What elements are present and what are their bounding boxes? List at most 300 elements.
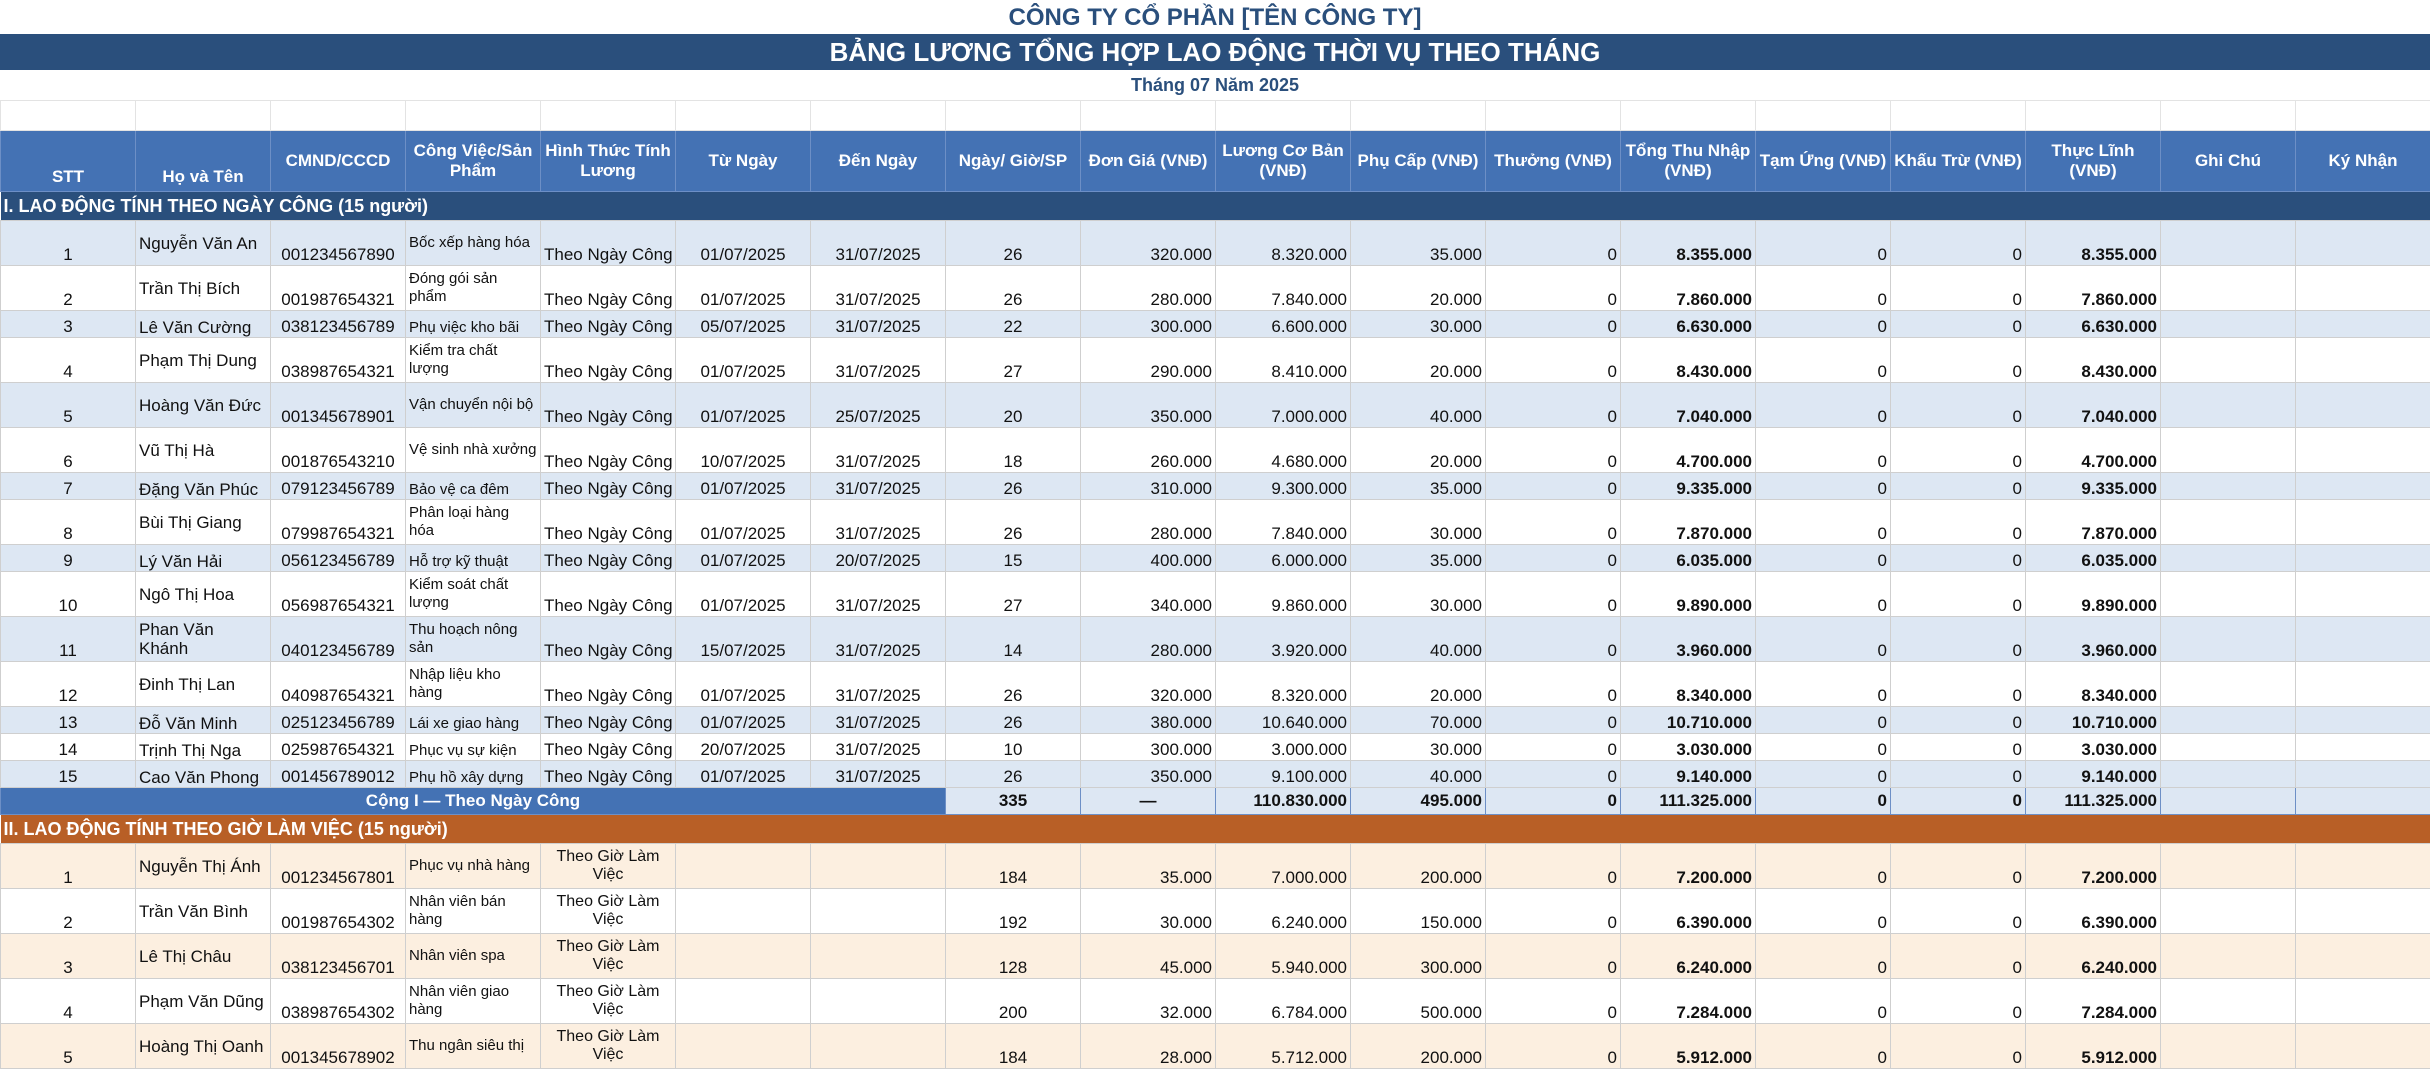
cell-from xyxy=(676,1024,811,1069)
cell-net: 8.340.000 xyxy=(2026,662,2161,707)
cell-sign xyxy=(2296,473,2430,500)
cell-name: Cao Văn Phong xyxy=(136,761,271,788)
cell-from xyxy=(676,979,811,1024)
cell-bonus: 0 xyxy=(1486,572,1621,617)
total-days: 335 xyxy=(946,788,1081,815)
cell-stt: 15 xyxy=(1,761,136,788)
cell-unit: 260.000 xyxy=(1081,428,1216,473)
cell-net: 5.912.000 xyxy=(2026,1024,2161,1069)
cell-bonus: 0 xyxy=(1486,221,1621,266)
cell-allow: 35.000 xyxy=(1351,221,1486,266)
cell-qty: 184 xyxy=(946,844,1081,889)
cell-from: 01/07/2025 xyxy=(676,662,811,707)
cell-name: Bùi Thị Giang xyxy=(136,500,271,545)
cell-note xyxy=(2161,761,2296,788)
cell-job: Bảo vệ ca đêm xyxy=(406,473,541,500)
cell-advance: 0 xyxy=(1756,500,1891,545)
cell-bonus: 0 xyxy=(1486,934,1621,979)
cell-sign xyxy=(2296,617,2430,662)
cell-note xyxy=(2161,889,2296,934)
cell-advance: 0 xyxy=(1756,617,1891,662)
cell-allow: 30.000 xyxy=(1351,311,1486,338)
cell-method: Theo Ngày Công xyxy=(541,383,676,428)
cell-deduct: 0 xyxy=(1891,545,2026,572)
cell-gross: 9.335.000 xyxy=(1621,473,1756,500)
section-1-title: I. LAO ĐỘNG TÍNH THEO NGÀY CÔNG (15 người) xyxy=(1,192,2430,221)
cell-base: 6.240.000 xyxy=(1216,889,1351,934)
cell-qty: 20 xyxy=(946,383,1081,428)
cell-base: 9.100.000 xyxy=(1216,761,1351,788)
cell-job: Nhân viên giao hàng xyxy=(406,979,541,1024)
cell-unit: 32.000 xyxy=(1081,979,1216,1024)
cell-deduct: 0 xyxy=(1891,221,2026,266)
total-note xyxy=(2161,788,2296,815)
table-row xyxy=(1,662,2430,707)
cell-note xyxy=(2161,473,2296,500)
payroll-body xyxy=(1,101,2430,1069)
cell-advance: 0 xyxy=(1756,311,1891,338)
cell-base: 9.300.000 xyxy=(1216,473,1351,500)
cell-name: Trần Văn Bình xyxy=(136,889,271,934)
cell-name: Trần Thị Bích xyxy=(136,266,271,311)
cell-name: Nguyễn Văn An xyxy=(136,221,271,266)
cell-job: Nhập liệu kho hàng xyxy=(406,662,541,707)
cell-deduct: 0 xyxy=(1891,473,2026,500)
cell-to: 31/07/2025 xyxy=(811,266,946,311)
cell-from: 01/07/2025 xyxy=(676,545,811,572)
cell-advance: 0 xyxy=(1756,934,1891,979)
cell-id: 001234567801 xyxy=(271,844,406,889)
cell-gross: 8.355.000 xyxy=(1621,221,1756,266)
cell-from: 01/07/2025 xyxy=(676,266,811,311)
cell-job: Phục vụ sự kiện xyxy=(406,734,541,761)
cell-id: 025123456789 xyxy=(271,707,406,734)
cell-from: 10/07/2025 xyxy=(676,428,811,473)
cell-deduct: 0 xyxy=(1891,617,2026,662)
cell-qty: 200 xyxy=(946,979,1081,1024)
cell-bonus: 0 xyxy=(1486,844,1621,889)
cell-net: 6.390.000 xyxy=(2026,889,2161,934)
cell-note xyxy=(2161,500,2296,545)
cell-id: 025987654321 xyxy=(271,734,406,761)
cell-bonus: 0 xyxy=(1486,662,1621,707)
cell-gross: 7.200.000 xyxy=(1621,844,1756,889)
cell-deduct: 0 xyxy=(1891,761,2026,788)
cell-deduct: 0 xyxy=(1891,934,2026,979)
total-sign xyxy=(2296,788,2430,815)
cell-bonus: 0 xyxy=(1486,707,1621,734)
cell-base: 3.000.000 xyxy=(1216,734,1351,761)
cell-deduct: 0 xyxy=(1891,734,2026,761)
cell-allow: 20.000 xyxy=(1351,428,1486,473)
cell-job: Thu ngân siêu thị xyxy=(406,1024,541,1069)
cell-base: 5.712.000 xyxy=(1216,1024,1351,1069)
cell-allow: 40.000 xyxy=(1351,761,1486,788)
cell-allow: 20.000 xyxy=(1351,662,1486,707)
cell-name: Vũ Thị Hà xyxy=(136,428,271,473)
cell-bonus: 0 xyxy=(1486,889,1621,934)
cell-gross: 8.340.000 xyxy=(1621,662,1756,707)
cell-to: 31/07/2025 xyxy=(811,761,946,788)
cell-id: 001876543210 xyxy=(271,428,406,473)
header-to: Đến Ngày xyxy=(811,131,946,192)
cell-from: 20/07/2025 xyxy=(676,734,811,761)
cell-qty: 10 xyxy=(946,734,1081,761)
cell-qty: 26 xyxy=(946,761,1081,788)
header-allow: Phụ Cấp (VNĐ) xyxy=(1351,131,1486,192)
cell-base: 6.784.000 xyxy=(1216,979,1351,1024)
cell-allow: 30.000 xyxy=(1351,734,1486,761)
cell-unit: 300.000 xyxy=(1081,734,1216,761)
cell-from: 15/07/2025 xyxy=(676,617,811,662)
cell-note xyxy=(2161,383,2296,428)
cell-qty: 22 xyxy=(946,311,1081,338)
cell-unit: 380.000 xyxy=(1081,707,1216,734)
cell-from: 01/07/2025 xyxy=(676,761,811,788)
cell-advance: 0 xyxy=(1756,383,1891,428)
cell-gross: 9.890.000 xyxy=(1621,572,1756,617)
cell-note xyxy=(2161,311,2296,338)
cell-to: 31/07/2025 xyxy=(811,338,946,383)
sheet-month: Tháng 07 Năm 2025 xyxy=(1130,75,1300,95)
cell-qty: 26 xyxy=(946,500,1081,545)
cell-to xyxy=(811,979,946,1024)
total-allow: 495.000 xyxy=(1351,788,1486,815)
cell-stt: 2 xyxy=(1,266,136,311)
cell-bonus: 0 xyxy=(1486,1024,1621,1069)
cell-to: 31/07/2025 xyxy=(811,572,946,617)
table-row xyxy=(1,545,2430,572)
section-1-total-row xyxy=(1,788,2430,815)
cell-unit: 45.000 xyxy=(1081,934,1216,979)
cell-method: Theo Ngày Công xyxy=(541,266,676,311)
cell-id: 056987654321 xyxy=(271,572,406,617)
cell-unit: 280.000 xyxy=(1081,617,1216,662)
cell-gross: 7.870.000 xyxy=(1621,500,1756,545)
cell-bonus: 0 xyxy=(1486,338,1621,383)
cell-id: 001987654302 xyxy=(271,889,406,934)
cell-allow: 20.000 xyxy=(1351,338,1486,383)
cell-note xyxy=(2161,221,2296,266)
cell-deduct: 0 xyxy=(1891,662,2026,707)
cell-from xyxy=(676,889,811,934)
cell-name: Lý Văn Hải xyxy=(136,545,271,572)
cell-advance: 0 xyxy=(1756,662,1891,707)
cell-base: 3.920.000 xyxy=(1216,617,1351,662)
cell-advance: 0 xyxy=(1756,761,1891,788)
cell-net: 7.860.000 xyxy=(2026,266,2161,311)
cell-advance: 0 xyxy=(1756,707,1891,734)
cell-stt: 5 xyxy=(1,383,136,428)
cell-from: 01/07/2025 xyxy=(676,338,811,383)
cell-unit: 28.000 xyxy=(1081,1024,1216,1069)
table-row xyxy=(1,934,2430,979)
cell-id: 056123456789 xyxy=(271,545,406,572)
header-job: Công Việc/Sản Phẩm xyxy=(406,131,541,192)
cell-note xyxy=(2161,545,2296,572)
header-unit: Đơn Giá (VNĐ) xyxy=(1081,131,1216,192)
cell-note xyxy=(2161,934,2296,979)
cell-to: 31/07/2025 xyxy=(811,734,946,761)
total-label: Cộng I — Theo Ngày Công xyxy=(1,788,946,815)
cell-net: 7.200.000 xyxy=(2026,844,2161,889)
header-qty: Ngày/ Giờ/SP xyxy=(946,131,1081,192)
cell-qty: 26 xyxy=(946,221,1081,266)
cell-job: Lái xe giao hàng xyxy=(406,707,541,734)
cell-net: 9.335.000 xyxy=(2026,473,2161,500)
cell-sign xyxy=(2296,734,2430,761)
cell-job: Nhân viên spa xyxy=(406,934,541,979)
cell-deduct: 0 xyxy=(1891,1024,2026,1069)
cell-to xyxy=(811,844,946,889)
header-note: Ghi Chú xyxy=(2161,131,2296,192)
cell-allow: 20.000 xyxy=(1351,266,1486,311)
cell-from: 01/07/2025 xyxy=(676,383,811,428)
cell-advance: 0 xyxy=(1756,889,1891,934)
cell-id: 001987654321 xyxy=(271,266,406,311)
header-stt: STT xyxy=(1,131,136,192)
table-row xyxy=(1,761,2430,788)
cell-bonus: 0 xyxy=(1486,979,1621,1024)
cell-sign xyxy=(2296,545,2430,572)
cell-id: 038123456789 xyxy=(271,311,406,338)
cell-from: 01/07/2025 xyxy=(676,500,811,545)
table-row xyxy=(1,572,2430,617)
cell-name: Trịnh Thị Nga xyxy=(136,734,271,761)
cell-advance: 0 xyxy=(1756,473,1891,500)
cell-unit: 30.000 xyxy=(1081,889,1216,934)
total-ded: 0 xyxy=(1891,788,2026,815)
cell-base: 6.000.000 xyxy=(1216,545,1351,572)
cell-note xyxy=(2161,979,2296,1024)
cell-job: Nhân viên bán hàng xyxy=(406,889,541,934)
cell-qty: 15 xyxy=(946,545,1081,572)
cell-id: 038987654302 xyxy=(271,979,406,1024)
cell-from xyxy=(676,934,811,979)
table-row xyxy=(1,617,2430,662)
cell-allow: 35.000 xyxy=(1351,545,1486,572)
cell-deduct: 0 xyxy=(1891,311,2026,338)
cell-advance: 0 xyxy=(1756,734,1891,761)
cell-allow: 35.000 xyxy=(1351,473,1486,500)
header-name: Họ và Tên xyxy=(136,131,271,192)
header-row xyxy=(1,131,2430,192)
cell-job: Phân loại hàng hóa xyxy=(406,500,541,545)
cell-gross: 4.700.000 xyxy=(1621,428,1756,473)
cell-sign xyxy=(2296,761,2430,788)
cell-id: 038123456701 xyxy=(271,934,406,979)
sheet-title: BẢNG LƯƠNG TỔNG HỢP LAO ĐỘNG THỜI VỤ THEO THÁNG xyxy=(0,34,2430,70)
cell-name: Lê Văn Cường xyxy=(136,311,271,338)
cell-allow: 500.000 xyxy=(1351,979,1486,1024)
blank-row xyxy=(1,101,2430,131)
cell-to: 31/07/2025 xyxy=(811,311,946,338)
cell-deduct: 0 xyxy=(1891,266,2026,311)
table-row xyxy=(1,428,2430,473)
cell-gross: 7.860.000 xyxy=(1621,266,1756,311)
cell-net: 7.040.000 xyxy=(2026,383,2161,428)
cell-method: Theo Ngày Công xyxy=(541,545,676,572)
table-row xyxy=(1,221,2430,266)
cell-stt: 3 xyxy=(1,934,136,979)
cell-sign xyxy=(2296,934,2430,979)
cell-gross: 8.430.000 xyxy=(1621,338,1756,383)
cell-bonus: 0 xyxy=(1486,383,1621,428)
cell-note xyxy=(2161,428,2296,473)
cell-unit: 280.000 xyxy=(1081,500,1216,545)
cell-allow: 300.000 xyxy=(1351,934,1486,979)
cell-id: 079987654321 xyxy=(271,500,406,545)
table-row xyxy=(1,1024,2430,1069)
cell-base: 7.840.000 xyxy=(1216,266,1351,311)
cell-to: 31/07/2025 xyxy=(811,500,946,545)
cell-unit: 280.000 xyxy=(1081,266,1216,311)
cell-to xyxy=(811,889,946,934)
cell-unit: 290.000 xyxy=(1081,338,1216,383)
cell-stt: 10 xyxy=(1,572,136,617)
cell-bonus: 0 xyxy=(1486,311,1621,338)
cell-unit: 320.000 xyxy=(1081,221,1216,266)
cell-note xyxy=(2161,572,2296,617)
table-row xyxy=(1,844,2430,889)
cell-name: Đỗ Văn Minh xyxy=(136,707,271,734)
cell-from: 01/07/2025 xyxy=(676,221,811,266)
cell-qty: 18 xyxy=(946,428,1081,473)
cell-sign xyxy=(2296,383,2430,428)
cell-gross: 9.140.000 xyxy=(1621,761,1756,788)
cell-advance: 0 xyxy=(1756,1024,1891,1069)
cell-unit: 350.000 xyxy=(1081,761,1216,788)
cell-stt: 9 xyxy=(1,545,136,572)
cell-deduct: 0 xyxy=(1891,338,2026,383)
cell-base: 8.320.000 xyxy=(1216,662,1351,707)
cell-allow: 40.000 xyxy=(1351,617,1486,662)
cell-to: 31/07/2025 xyxy=(811,662,946,707)
cell-sign xyxy=(2296,889,2430,934)
cell-qty: 26 xyxy=(946,473,1081,500)
cell-deduct: 0 xyxy=(1891,500,2026,545)
cell-name: Nguyễn Thị Ánh xyxy=(136,844,271,889)
cell-note xyxy=(2161,617,2296,662)
cell-job: Hỗ trợ kỹ thuật xyxy=(406,545,541,572)
cell-base: 10.640.000 xyxy=(1216,707,1351,734)
cell-gross: 3.960.000 xyxy=(1621,617,1756,662)
cell-id: 040987654321 xyxy=(271,662,406,707)
total-adv: 0 xyxy=(1756,788,1891,815)
table-row xyxy=(1,979,2430,1024)
cell-deduct: 0 xyxy=(1891,428,2026,473)
cell-allow: 30.000 xyxy=(1351,572,1486,617)
cell-net: 3.030.000 xyxy=(2026,734,2161,761)
cell-method: Theo Ngày Công xyxy=(541,311,676,338)
cell-base: 4.680.000 xyxy=(1216,428,1351,473)
cell-net: 6.630.000 xyxy=(2026,311,2161,338)
header-advance: Tạm Ứng (VNĐ) xyxy=(1756,131,1891,192)
cell-method: Theo Ngày Công xyxy=(541,221,676,266)
cell-net: 7.870.000 xyxy=(2026,500,2161,545)
cell-allow: 70.000 xyxy=(1351,707,1486,734)
cell-bonus: 0 xyxy=(1486,617,1621,662)
cell-to: 31/07/2025 xyxy=(811,617,946,662)
cell-method: Theo Ngày Công xyxy=(541,338,676,383)
total-net: 111.325.000 xyxy=(2026,788,2161,815)
cell-id: 040123456789 xyxy=(271,617,406,662)
cell-id: 038987654321 xyxy=(271,338,406,383)
cell-gross: 6.240.000 xyxy=(1621,934,1756,979)
cell-to: 31/07/2025 xyxy=(811,707,946,734)
cell-name: Phạm Văn Dũng xyxy=(136,979,271,1024)
cell-advance: 0 xyxy=(1756,572,1891,617)
header-id: CMND/CCCD xyxy=(271,131,406,192)
cell-deduct: 0 xyxy=(1891,383,2026,428)
table-row xyxy=(1,707,2430,734)
cell-sign xyxy=(2296,844,2430,889)
cell-base: 9.860.000 xyxy=(1216,572,1351,617)
cell-unit: 400.000 xyxy=(1081,545,1216,572)
header-method: Hình Thức Tính Lương xyxy=(541,131,676,192)
cell-qty: 184 xyxy=(946,1024,1081,1069)
cell-sign xyxy=(2296,1024,2430,1069)
cell-advance: 0 xyxy=(1756,979,1891,1024)
company-name: CÔNG TY CỔ PHẦN [TÊN CÔNG TY] xyxy=(1008,4,1422,31)
section-1-header xyxy=(1,192,2430,221)
header-sign: Ký Nhận xyxy=(2296,131,2430,192)
cell-sign xyxy=(2296,572,2430,617)
cell-note xyxy=(2161,338,2296,383)
cell-unit: 350.000 xyxy=(1081,383,1216,428)
cell-name: Lê Thị Châu xyxy=(136,934,271,979)
payroll-table xyxy=(0,100,2430,1069)
cell-note xyxy=(2161,266,2296,311)
cell-sign xyxy=(2296,662,2430,707)
cell-job: Thu hoạch nông sản xyxy=(406,617,541,662)
cell-base: 8.320.000 xyxy=(1216,221,1351,266)
cell-job: Bốc xếp hàng hóa xyxy=(406,221,541,266)
cell-job: Vệ sinh nhà xưởng xyxy=(406,428,541,473)
header-bonus: Thưởng (VNĐ) xyxy=(1486,131,1621,192)
cell-advance: 0 xyxy=(1756,844,1891,889)
table-row xyxy=(1,500,2430,545)
cell-method: Theo Ngày Công xyxy=(541,761,676,788)
cell-bonus: 0 xyxy=(1486,500,1621,545)
cell-method: Theo Ngày Công xyxy=(541,572,676,617)
cell-base: 8.410.000 xyxy=(1216,338,1351,383)
cell-id: 001234567890 xyxy=(271,221,406,266)
cell-qty: 14 xyxy=(946,617,1081,662)
cell-stt: 5 xyxy=(1,1024,136,1069)
cell-qty: 26 xyxy=(946,266,1081,311)
cell-method: Theo Ngày Công xyxy=(541,473,676,500)
cell-base: 6.600.000 xyxy=(1216,311,1351,338)
table-row xyxy=(1,734,2430,761)
cell-sign xyxy=(2296,221,2430,266)
cell-stt: 14 xyxy=(1,734,136,761)
cell-name: Ngô Thị Hoa xyxy=(136,572,271,617)
cell-method: Theo Giờ Làm Việc xyxy=(541,1024,676,1069)
cell-deduct: 0 xyxy=(1891,707,2026,734)
cell-job: Phụ hồ xây dựng xyxy=(406,761,541,788)
cell-base: 5.940.000 xyxy=(1216,934,1351,979)
cell-id: 001345678902 xyxy=(271,1024,406,1069)
cell-sign xyxy=(2296,428,2430,473)
cell-qty: 27 xyxy=(946,338,1081,383)
cell-method: Theo Giờ Làm Việc xyxy=(541,844,676,889)
cell-from: 01/07/2025 xyxy=(676,572,811,617)
cell-method: Theo Giờ Làm Việc xyxy=(541,934,676,979)
cell-to: 31/07/2025 xyxy=(811,221,946,266)
cell-note xyxy=(2161,1024,2296,1069)
cell-gross: 6.035.000 xyxy=(1621,545,1756,572)
